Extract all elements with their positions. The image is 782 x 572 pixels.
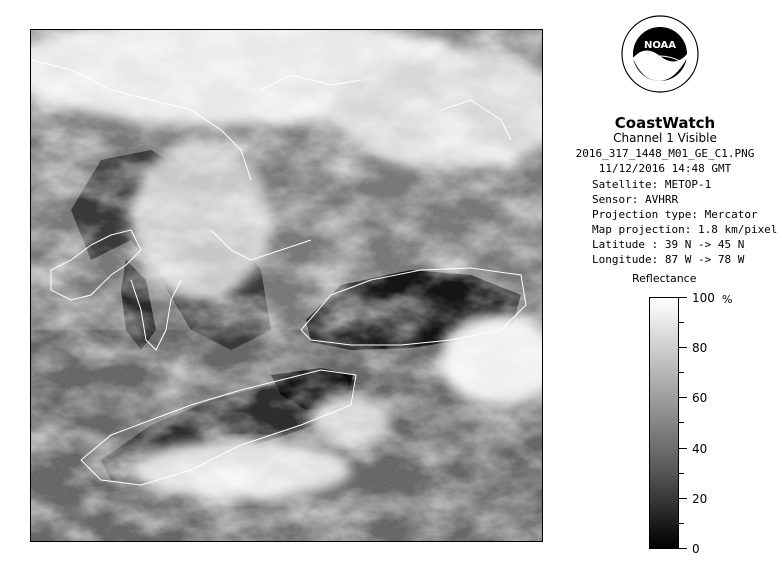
colorbar-label-40: 40 [692,442,708,456]
noaa-logo-icon [620,14,700,94]
longitude-label: Longitude: 87 W -> 78 W [592,253,745,266]
colorbar-minor-tick [679,473,684,474]
latitude-label: Latitude : 39 N -> 45 N [592,238,745,251]
colorbar-label-20: 20 [692,492,708,506]
colorbar-tick [679,347,687,348]
colorbar-label-60: 60 [692,391,708,405]
colorbar-label-100: 100 [692,291,715,305]
colorbar-tick [679,397,687,398]
logo-text: NOAA [643,40,677,51]
satellite-map[interactable] [30,29,543,542]
datetime-label: 11/12/2016 14:48 GMT [598,162,732,175]
metadata-panel [592,177,777,267]
map-image [31,30,543,542]
colorbar-unit: % [722,293,733,306]
colorbar-minor-tick [679,422,684,423]
colorbar-minor-tick [679,372,684,373]
colorbar-label-0: 0 [692,542,700,556]
colorbar-minor-tick [679,322,684,323]
colorbar-tick [679,448,687,449]
map-projection-label: Map projection: 1.8 km/pixel [592,223,778,236]
reflectance-colorbar [649,297,679,549]
sensor-label: Sensor: AVHRR [592,193,679,206]
colorbar-label-80: 80 [692,341,708,355]
projection-type-label: Projection type: Mercator [592,208,758,221]
colorbar-tick [679,548,687,549]
colorbar-tick [679,498,687,499]
app-title: CoastWatch [614,114,716,132]
satellite-label: Satellite: METOP-1 [592,178,712,191]
colorbar-tick [679,297,687,298]
filename-label: 2016_317_1448_M01_GE_C1.PNG [575,147,755,160]
channel-subtitle: Channel 1 Visible [613,131,717,145]
colorbar-minor-tick [679,523,684,524]
colorbar-title: Reflectance [632,272,697,285]
